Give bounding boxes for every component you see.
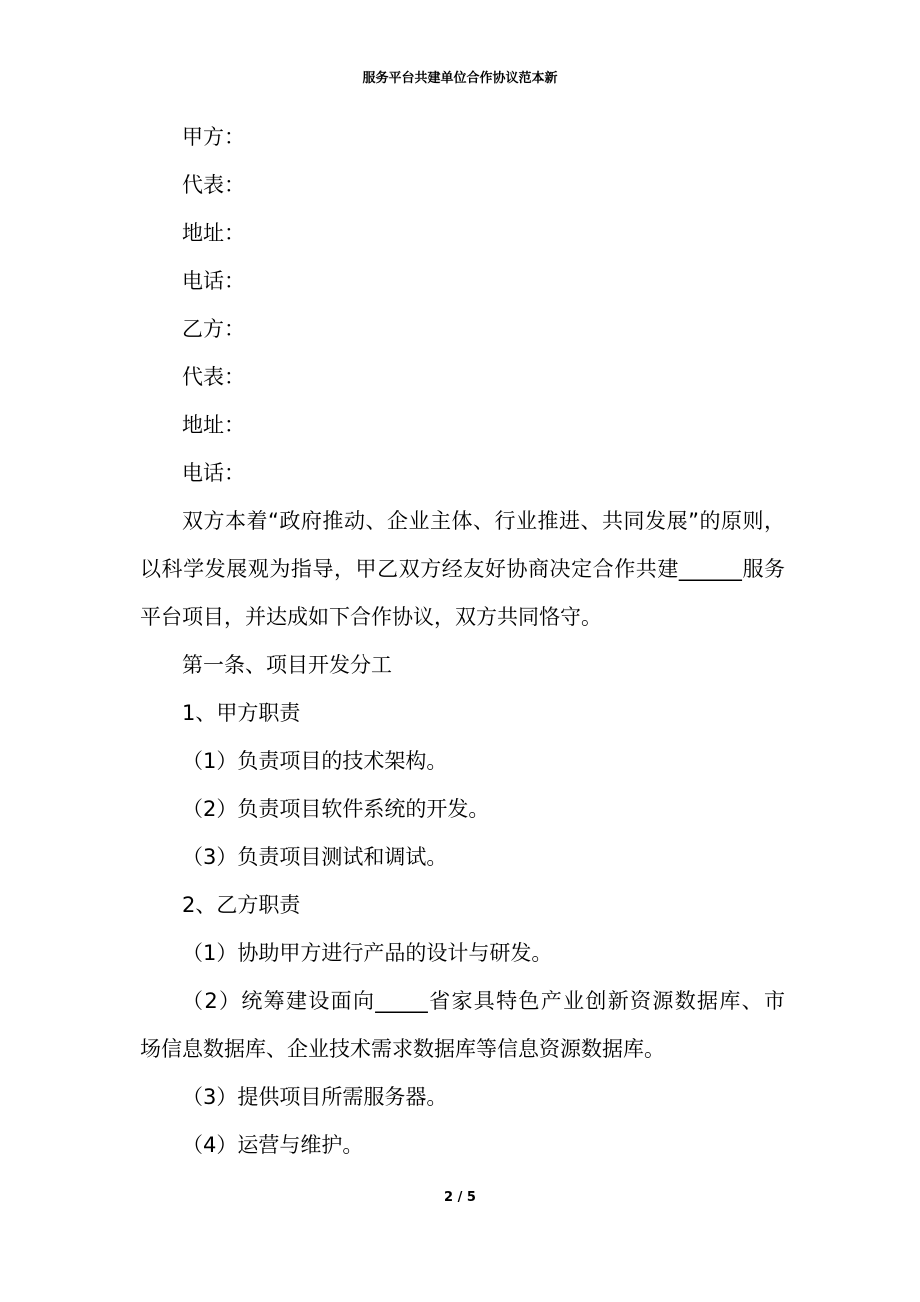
page-number: 2 / 5	[444, 1190, 476, 1205]
document-header-title: 服务平台共建单位合作协议范本新	[362, 71, 558, 86]
party-a-duty-item: （1）负责项目的技术架构。	[182, 749, 448, 773]
party-b-duty-item-2-line-2: 场信息数据库、企业技术需求数据库等信息资源数据库。	[140, 1037, 665, 1061]
party-a-duties-heading: 1、甲方职责	[182, 701, 301, 725]
party-b-duty-item: （4）运营与维护。	[182, 1133, 364, 1157]
party-b-duty-item-2-line-1: （2）统筹建设面向_____省家具特色产业创新资源数据库、市	[182, 989, 785, 1013]
party-a-duty-item: （3）负责项目测试和调试。	[182, 845, 448, 869]
party-a-phone-label: 电话：	[182, 269, 245, 293]
intro-paragraph-line-1: 双方本着“政府推动、企业主体、行业推进、共同发展”的原则，	[182, 509, 785, 533]
party-a-label: 甲方：	[182, 125, 245, 149]
party-b-representative-label: 代表：	[182, 365, 245, 389]
party-a-duty-item: （2）负责项目软件系统的开发。	[182, 797, 490, 821]
document-body	[140, 113, 785, 1169]
party-b-duties-heading: 2、乙方职责	[182, 893, 301, 917]
article-1-title: 第一条、项目开发分工	[182, 653, 392, 677]
party-b-address-label: 地址：	[182, 413, 245, 437]
party-b-label: 乙方：	[182, 317, 245, 341]
intro-paragraph-line-3: 平台项目，并达成如下合作协议，双方共同恪守。	[140, 605, 602, 629]
party-b-phone-label: 电话：	[182, 461, 245, 485]
party-b-duty-item: （1）协助甲方进行产品的设计与研发。	[182, 941, 553, 965]
intro-paragraph-line-2: 以科学发展观为指导，甲乙双方经友好协商决定合作共建______服务	[140, 557, 785, 581]
party-a-representative-label: 代表：	[182, 173, 245, 197]
party-a-address-label: 地址：	[182, 221, 245, 245]
party-b-duty-item: （3）提供项目所需服务器。	[182, 1085, 448, 1109]
